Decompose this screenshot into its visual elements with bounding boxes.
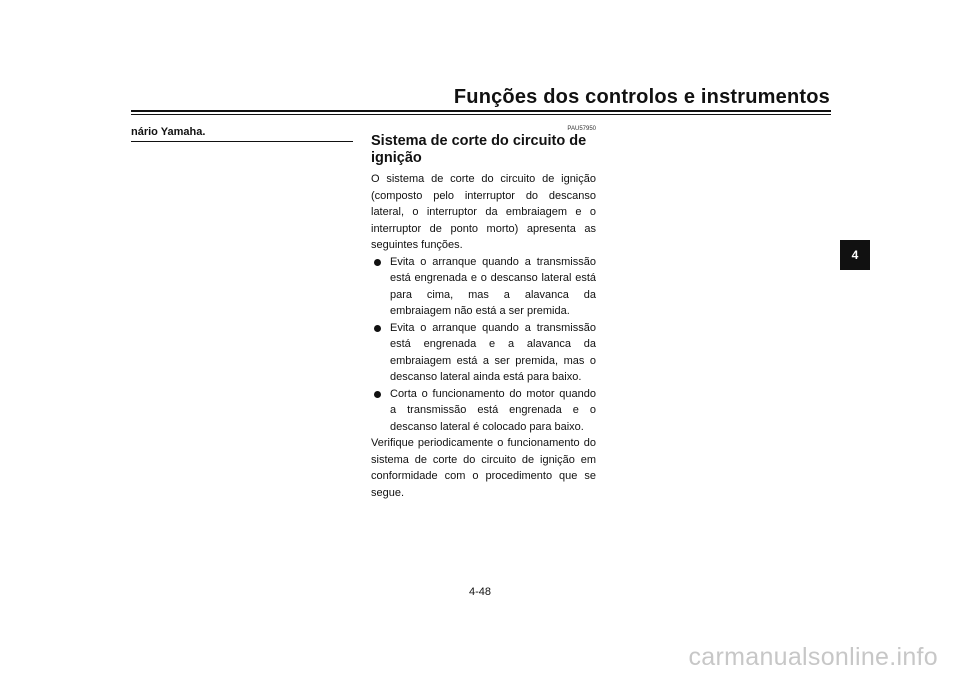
ignition-cut-off-section (371, 126, 596, 501)
watermark: carmanualsonline.info (688, 643, 938, 671)
bullet-icon (374, 259, 381, 266)
header-rule (131, 110, 831, 112)
list-item-text: Evita o arranque quando a transmissão está engrenada e o descanso lateral está para cima, mas a alavanca da embraiagem não está a ser premida. (390, 255, 596, 317)
left-column-fragment: nário Yamaha. (131, 126, 206, 138)
bullet-icon (374, 391, 381, 398)
list-item-text: Corta o funcionamento do motor quando a transmissão está engrenada e o descanso lateral é colocado para baixo. (390, 387, 596, 433)
list-item (371, 386, 596, 436)
bullet-icon (374, 325, 381, 332)
list-item-text: Evita o arranque quando a transmissão está engrenada e a alavanca da embraiagem está a ser premida, mas o descanso lateral ainda está para baixo. (390, 321, 596, 383)
section-heading: Sistema de corte do circuito de ignição (371, 133, 587, 166)
outro-paragraph: Verifique periodicamente o funcionamento do sistema de corte do circuito de ignição em conformidade com o procedimento que se segue. (371, 437, 596, 499)
left-column-rule (131, 141, 353, 142)
page-title: Funções dos controlos e instrumentos (453, 86, 830, 108)
list-item (371, 320, 596, 386)
page-number: 4-48 (468, 586, 492, 598)
function-list (371, 254, 596, 436)
header-rule-thin (131, 114, 831, 115)
list-item (371, 254, 596, 320)
chapter-tab: 4 (840, 240, 870, 270)
intro-paragraph: O sistema de corte do circuito de ignição (composto pelo interruptor do descanso lateral, o interruptor da embraiagem e o interruptor de ponto morto) apresenta as seguintes funções. (371, 173, 596, 251)
section-code: PAU57950 (567, 126, 596, 132)
